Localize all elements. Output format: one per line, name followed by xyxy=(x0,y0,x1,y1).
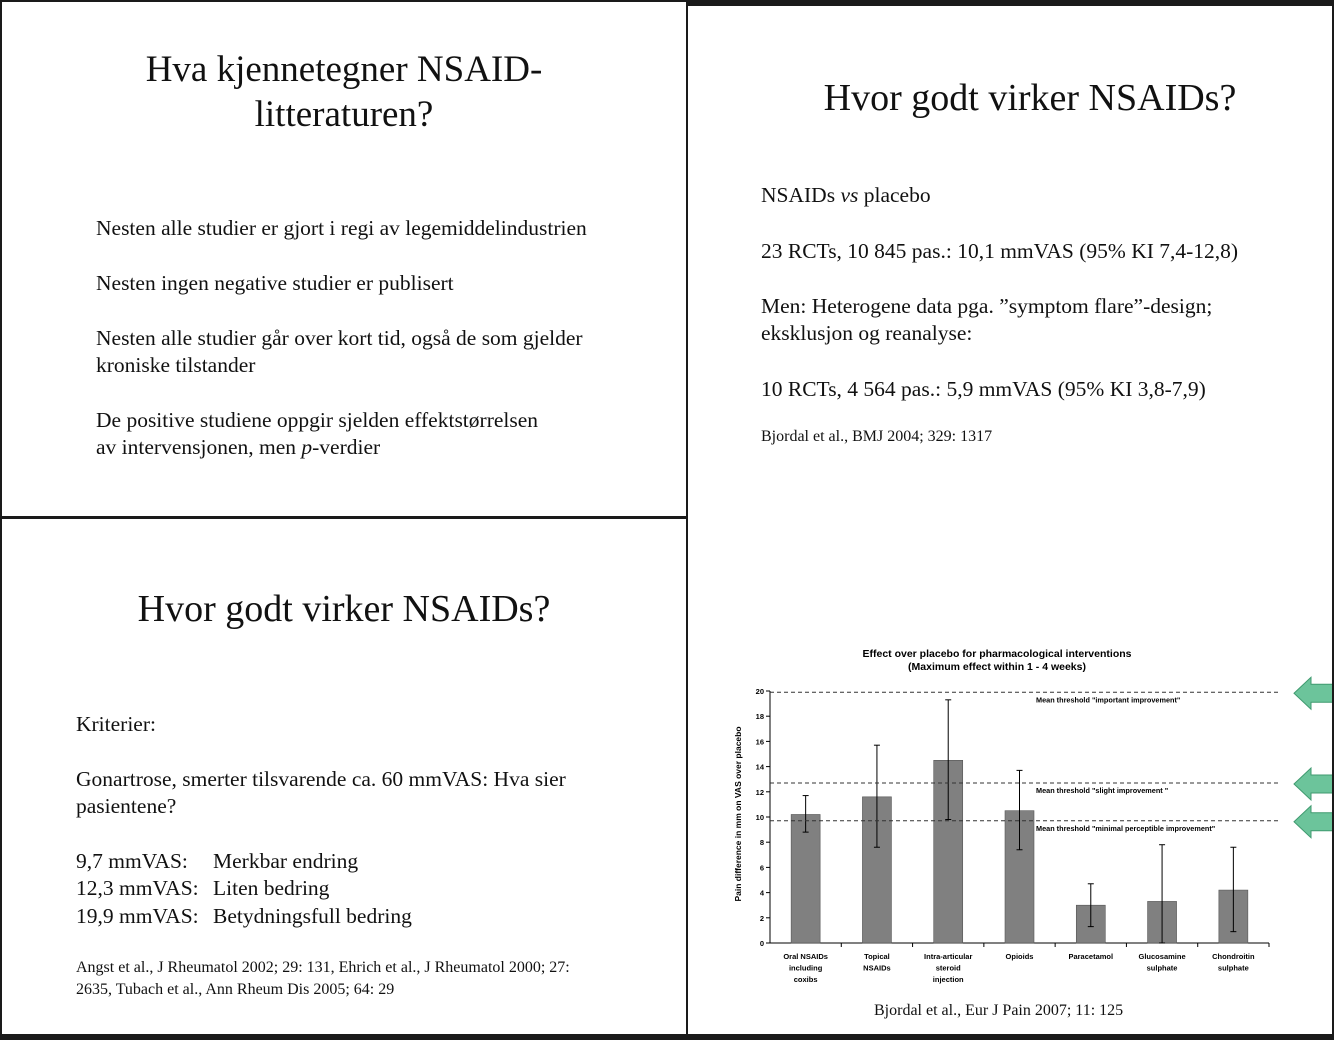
criteria-row: 12,3 mmVAS: Liten bedring xyxy=(76,876,330,900)
slide-nsaid-effect-results xyxy=(688,6,1332,1034)
slide2-line-23-rcts: 23 RCTs, 10 845 pas.: 10,1 mmVAS (95% KI 7,4-12,8) xyxy=(761,239,1239,263)
category-label: injection xyxy=(932,975,964,984)
slide1-point-2: Nesten ingen negative studier er publisert xyxy=(96,271,454,295)
slide2-line-heterogene-2: eksklusjon og reanalyse: xyxy=(761,321,973,345)
slide2-line-10-rcts: 10 RCTs, 4 564 pas.: 5,9 mmVAS (95% KI 3,8-7,9) xyxy=(761,377,1206,401)
y-tick-label: 18 xyxy=(755,712,764,722)
category-label: sulphate xyxy=(1217,963,1249,973)
threshold-label: Mean threshold "minimal perceptible improvement" xyxy=(1036,823,1216,833)
category-label: Topical xyxy=(864,952,890,961)
category-label: Opioids xyxy=(1005,952,1034,961)
slide1-title-line2: litteraturen? xyxy=(254,94,434,135)
y-tick-label: 20 xyxy=(755,687,764,696)
slide-nsaid-literature xyxy=(2,2,686,516)
slide3-reference-line1: Angst et al., J Rheumatol 2002; 29: 131, Ehrich et al., J Rheumatol 2000; 27: xyxy=(76,959,570,976)
chart-title: Effect over placebo for pharmacological interventions xyxy=(862,648,1132,660)
category-label: including xyxy=(788,963,823,973)
threshold-label: Mean threshold "slight improvement " xyxy=(1036,785,1169,795)
slide1-point-3-line2: kroniske tilstander xyxy=(96,353,256,377)
y-tick-label: 8 xyxy=(759,838,764,848)
slide1-point-3-line1: Nesten alle studier går over kort tid, også de som gjelder xyxy=(96,326,583,350)
threshold-label: Mean threshold "important improvement" xyxy=(1036,695,1181,705)
y-tick-label: 0 xyxy=(759,939,764,948)
slide3-reference-line2: 2635, Tubach et al., Ann Rheum Dis 2005; 64: 29 xyxy=(76,981,395,998)
slide3-kriterier: Kriterier: xyxy=(76,712,156,736)
slide1-point-1: Nesten alle studier er gjort i regi av legemiddelindustrien xyxy=(96,216,587,240)
y-tick-label: 10 xyxy=(755,813,764,822)
category-label: Intra-articular xyxy=(924,952,973,961)
slide3-gonartrose-line1: Gonartrose, smerter tilsvarende ca. 60 mmVAS: Hva sier xyxy=(76,767,566,791)
category-label: NSAIDs xyxy=(863,963,891,973)
slide2-line-heterogene-1: Men: Heterogene data pga. ”symptom flare”-design; xyxy=(761,294,1213,318)
category-label: Glucosamine xyxy=(1138,952,1186,961)
threshold-arrow-icon xyxy=(1294,677,1332,709)
slide1-title-line1: Hva kjennetegner NSAID- xyxy=(145,49,543,90)
slide2-title: Hvor godt virker NSAIDs? xyxy=(823,77,1237,119)
slide2-reference: Bjordal et al., BMJ 2004; 329: 1317 xyxy=(761,428,993,445)
criteria-row: 9,7 mmVAS: Merkbar endring xyxy=(76,849,359,873)
category-label: steroid xyxy=(935,963,961,973)
threshold-arrow-icon xyxy=(1294,768,1332,800)
bar xyxy=(791,814,820,943)
slide3-title: Hvor godt virker NSAIDs? xyxy=(137,588,551,630)
category-label: coxibs xyxy=(793,975,818,984)
category-label: sulphate xyxy=(1146,963,1178,973)
slide1-point-4-line1: De positive studiene oppgir sjelden effektstørrelsen xyxy=(96,408,539,432)
criteria-row: 19,9 mmVAS: Betydningsfull bedring xyxy=(76,904,412,928)
y-tick-label: 12 xyxy=(755,787,764,797)
y-tick-label: 2 xyxy=(759,913,764,923)
threshold-arrow-icon xyxy=(1294,806,1332,838)
category-label: Oral NSAIDs xyxy=(783,952,828,961)
y-tick-label: 4 xyxy=(759,888,764,898)
slide3-gonartrose-line2: pasientene? xyxy=(76,794,177,818)
slide1-point-4-line2: av intervensjonen, men p-verdier xyxy=(96,435,381,459)
y-tick-label: 6 xyxy=(759,863,764,873)
y-tick-label: 14 xyxy=(755,762,764,772)
category-label: Paracetamol xyxy=(1068,952,1114,961)
effect-bar-chart xyxy=(688,638,1332,1034)
chart-reference: Bjordal et al., Eur J Pain 2007; 11: 125 xyxy=(874,1002,1124,1019)
y-axis-label: Pain difference in mm on VAS over placebo xyxy=(733,726,743,902)
slide2-line-vs-placebo: NSAIDs vs placebo xyxy=(761,183,931,207)
y-tick-label: 16 xyxy=(755,737,764,747)
category-label: Chondroitin xyxy=(1212,952,1255,961)
chart-subtitle: (Maximum effect within 1 - 4 weeks) xyxy=(908,661,1086,673)
slide-nsaid-criteria xyxy=(2,519,686,1034)
